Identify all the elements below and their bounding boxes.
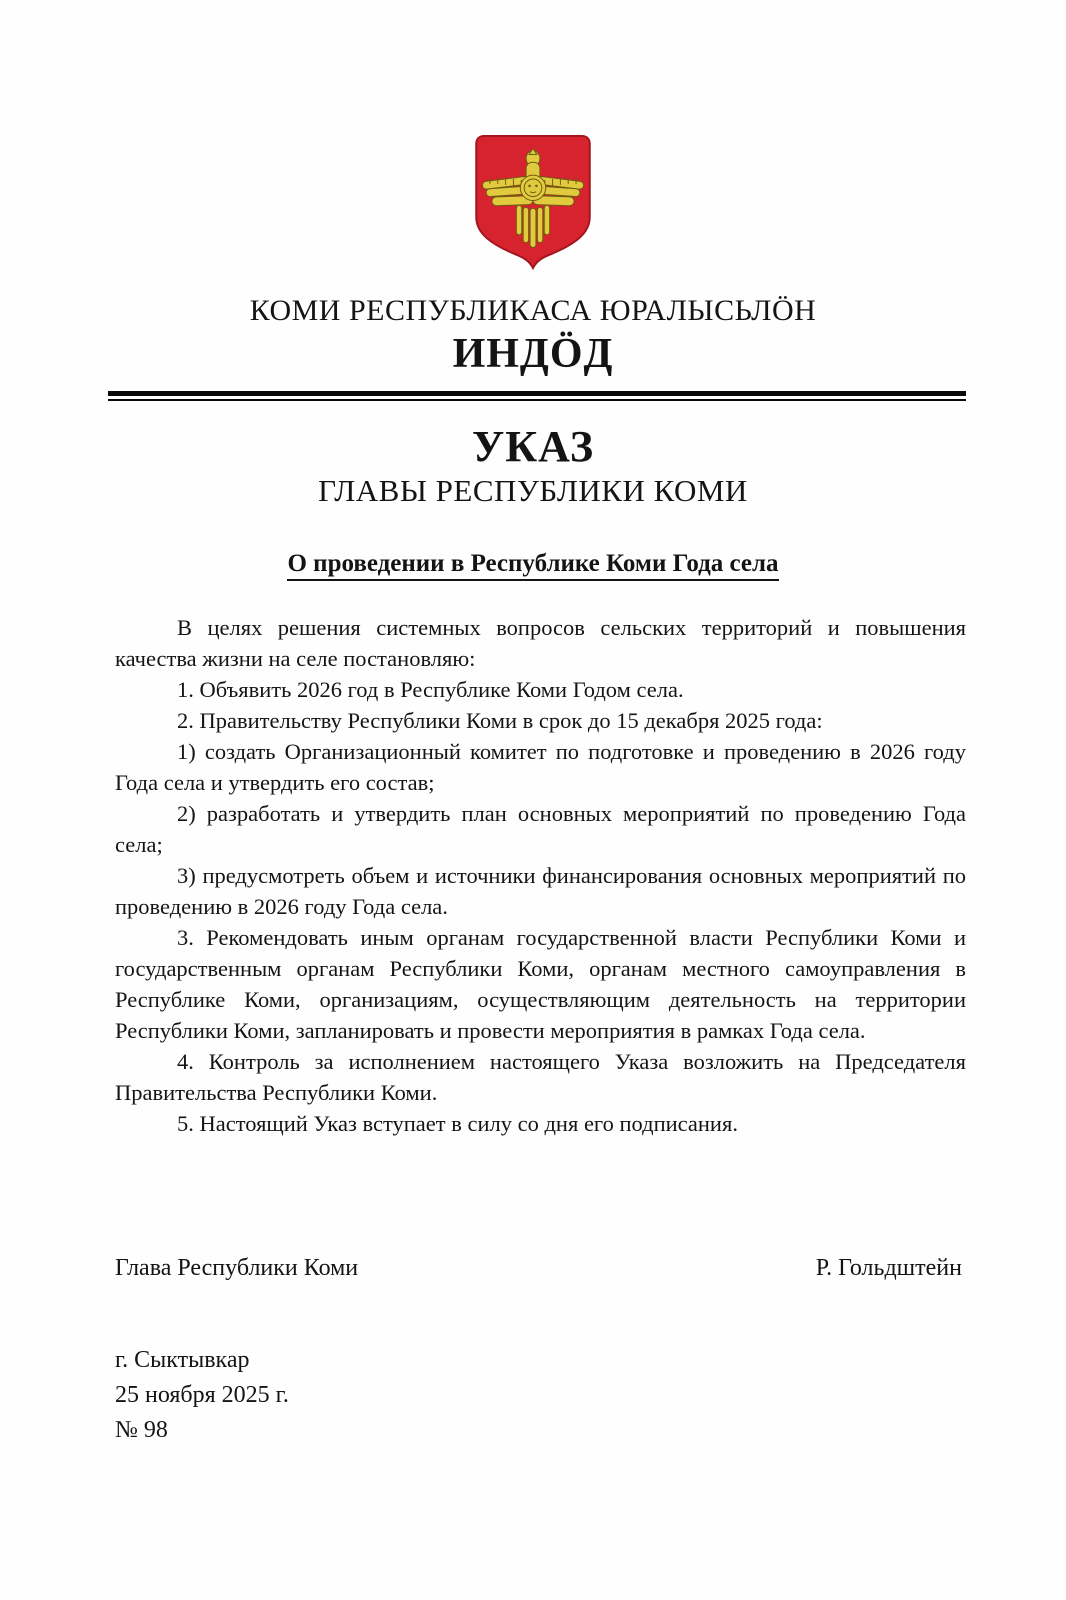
document-body [115,612,966,1139]
document-type-heading: УКАЗ [471,422,595,471]
body-paragraph: 1. Объявить 2026 год в Республике Коми Годом села. [177,677,684,702]
issue-date: 25 ноября 2025 г. [115,1382,289,1408]
letterhead-doc-word: ИНДӦД [452,331,614,377]
issue-details [115,1343,289,1448]
body-paragraph: В целях решения системных вопросов сельских территорий и повышения качества жизни на селе постановляю: [115,615,966,671]
signature-row [115,1255,962,1282]
signer-post: Глава Республики Коми [115,1255,359,1281]
document-issuer-heading: ГЛАВЫ РЕСПУБЛИКИ КОМИ [318,473,748,508]
body-paragraph: 2) разработать и утвердить план основных мероприятий по проведению Года села; [115,801,966,857]
letterhead-organization: КОМИ РЕСПУБЛИКАСА ЮРАЛЫСЬЛӦН [249,294,817,327]
body-paragraph: 2. Правительству Республики Коми в срок до 15 декабря 2025 года: [177,708,823,733]
document-title-text: О проведении в Республике Коми Года села [287,550,778,581]
issue-city: г. Сыктывкар [115,1347,250,1373]
body-paragraph: 4. Контроль за исполнением настоящего Указа возложить на Председателя Правительства Республики Коми. [115,1049,966,1105]
body-paragraph: 5. Настоящий Указ вступает в силу со дня его подписания. [177,1111,738,1136]
signer-name: Р. Гольдштейн [815,1255,962,1281]
body-paragraph: 1) создать Организационный комитет по подготовке и проведению в 2026 году Года села и утвердить его состав; [115,739,966,795]
letterhead-divider-rule [108,391,966,401]
document-title [0,550,1066,578]
issue-number: № 98 [115,1417,168,1443]
body-paragraph: 3. Рекомендовать иным органам государственной власти Республики Коми и государственным органам Республики Коми, органам местного самоуправления в Республике Коми, организациям, осуществляющим деятельность на территории Республики Коми, запланировать и провести мероприятия в рамках Года села. [115,925,966,1043]
body-paragraph: 3) предусмотреть объем и источники финансирования основных мероприятий по проведению в 2026 году Года села. [115,863,966,919]
komi-coat-of-arms-emblem [474,133,592,270]
